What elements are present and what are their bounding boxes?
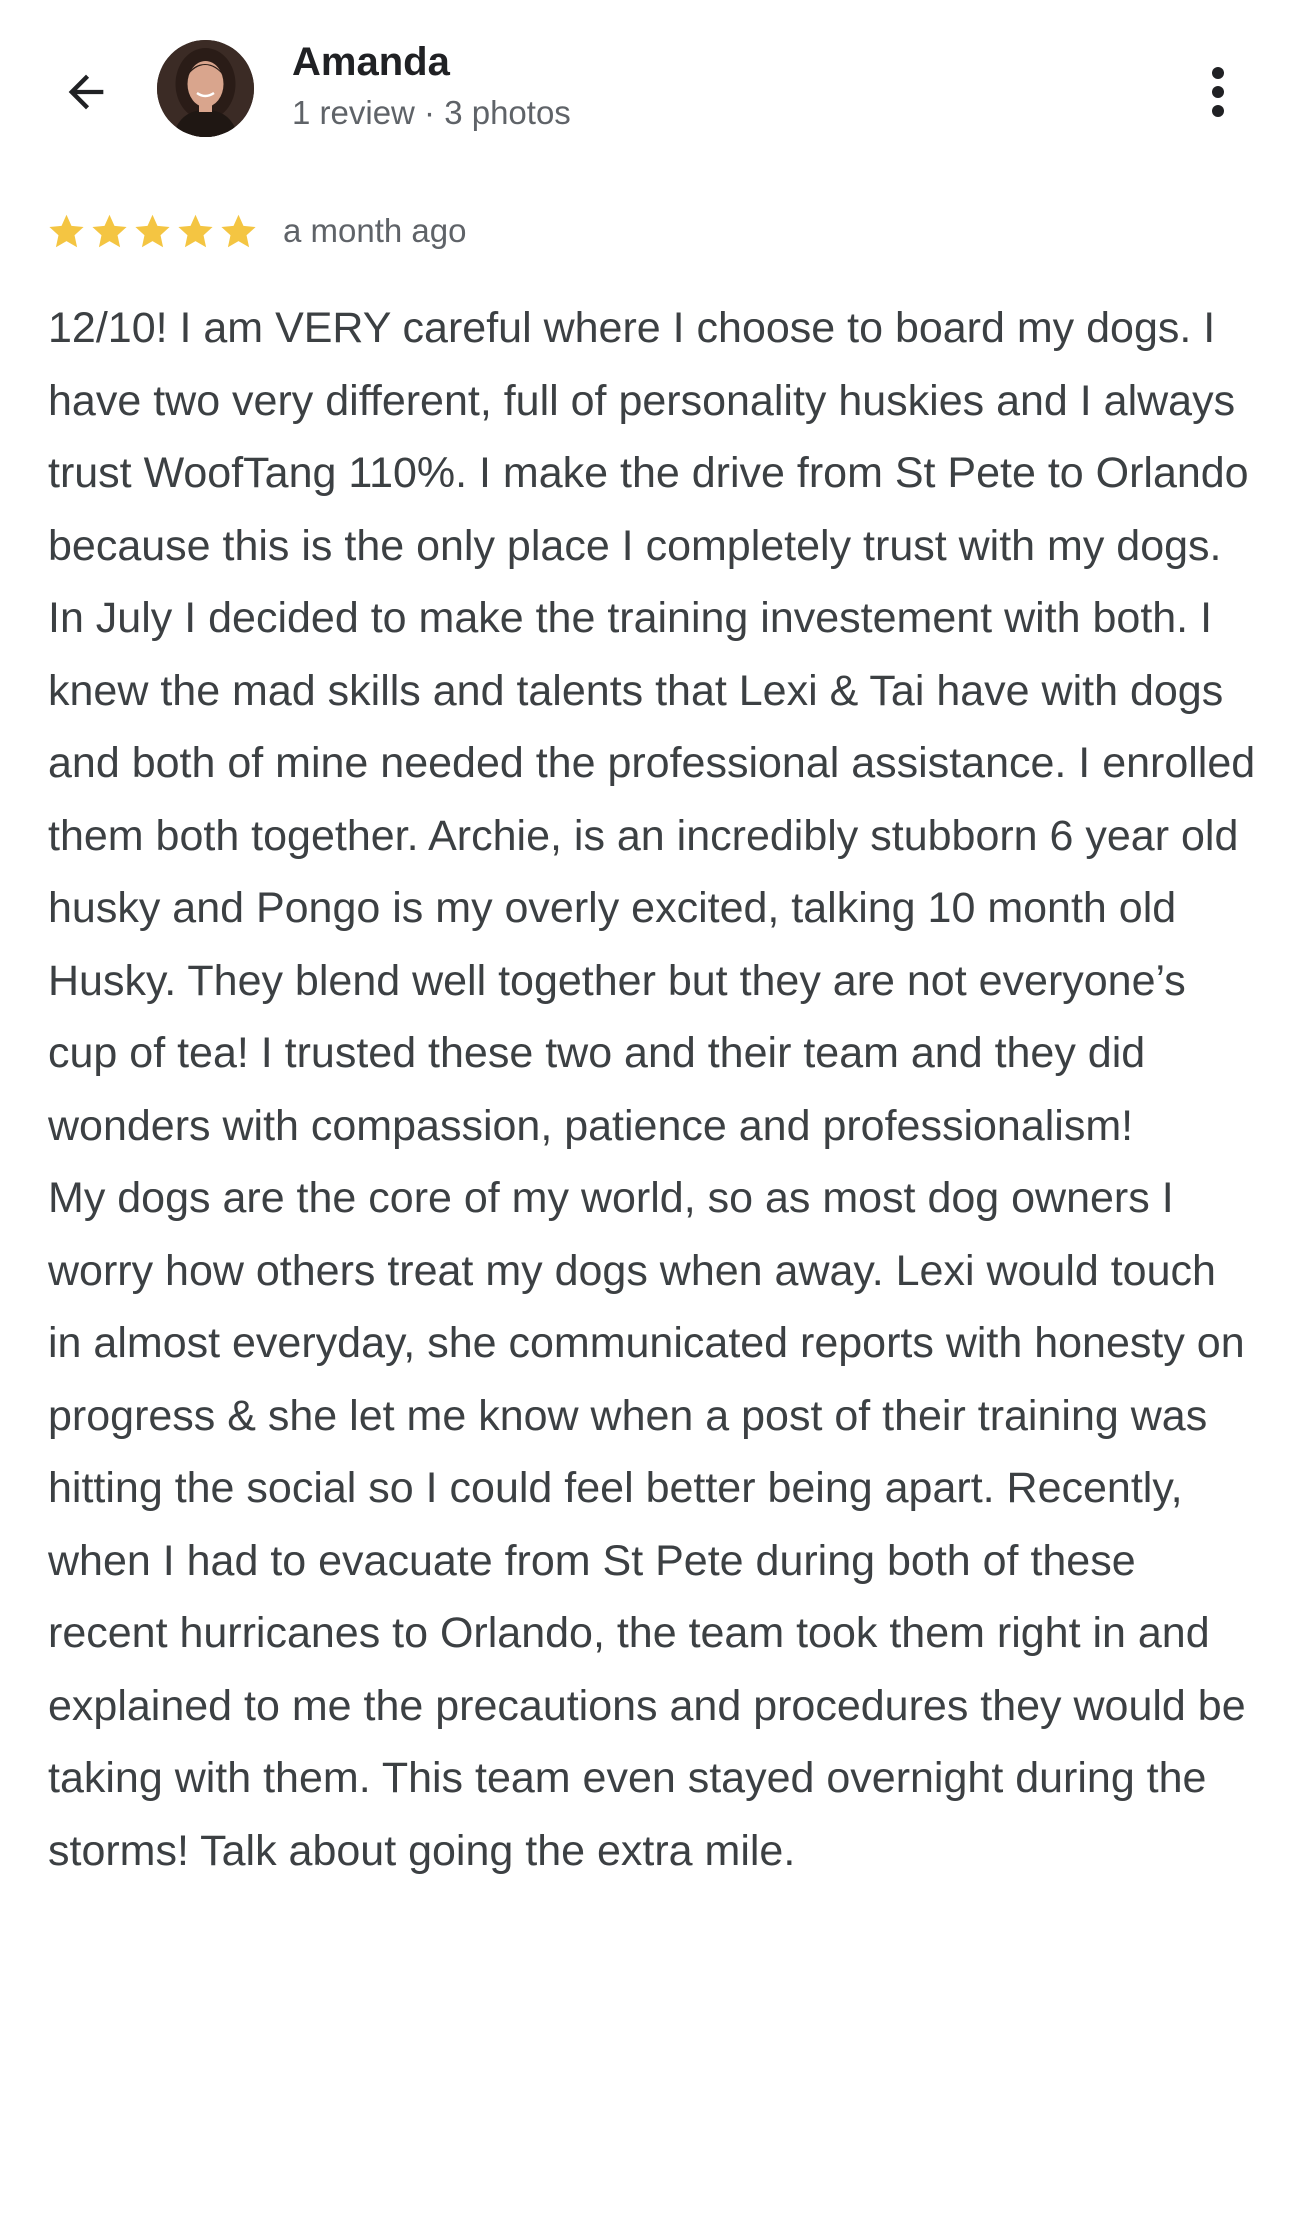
back-button[interactable] xyxy=(48,54,124,130)
star-icon xyxy=(132,211,173,252)
rating-row xyxy=(46,206,466,256)
star-icon xyxy=(218,211,259,252)
reviewer-name[interactable]: Amanda xyxy=(292,40,450,84)
review-paragraph: My dogs are the core of my world, so as most dog owners I worry how others treat my dogs when away. Lexi would touch in almost everyday, she communicated reports with honesty on progress & she let me know when a post of their training was hitting the social so I could feel better being apart. Recently, when I had to evacuate from St Pete during both of these recent hurricanes to Orlando, the team took them right in and explained to me the precautions and procedures they would be taking with them. This team even stayed overnight during the storms! Talk about going the extra mile. xyxy=(48,1174,1246,1875)
star-icon xyxy=(89,211,130,252)
avatar[interactable] xyxy=(157,40,254,137)
reviewer-meta: 1 review · 3 photos xyxy=(292,94,571,131)
star-rating xyxy=(46,211,259,252)
review-paragraph: 12/10! I am VERY careful where I choose to board my dogs. I have two very different, full of personality huskies and I always trust WoofTang 110%. I make the drive from St Pete to Orlando because this is the only place I completely trust with my dogs. xyxy=(48,304,1249,570)
reviewer-photo-icon xyxy=(157,40,254,137)
more-vert-icon xyxy=(1211,66,1225,118)
star-icon xyxy=(175,211,216,252)
review-paragraph: In July I decided to make the training investement with both. I knew the mad skills and talents that Lexi & Tai have with dogs and both of mine needed the professional assistance. I enrolled them both together. Archie, is an incredibly stubborn 6 year old husky and Pongo is my overly excited, talking 10 month old Husky. They blend well together but they are not everyone’s cup of tea! I trusted these two and their team and they did wonders with compassion, patience and professionalism! xyxy=(48,594,1256,1150)
review-date: a month ago xyxy=(283,212,467,249)
more-options-button[interactable] xyxy=(1188,54,1248,130)
star-icon xyxy=(46,211,87,252)
review-header xyxy=(0,0,1290,180)
review-text xyxy=(48,292,1258,1887)
arrow-back-icon xyxy=(60,66,112,118)
